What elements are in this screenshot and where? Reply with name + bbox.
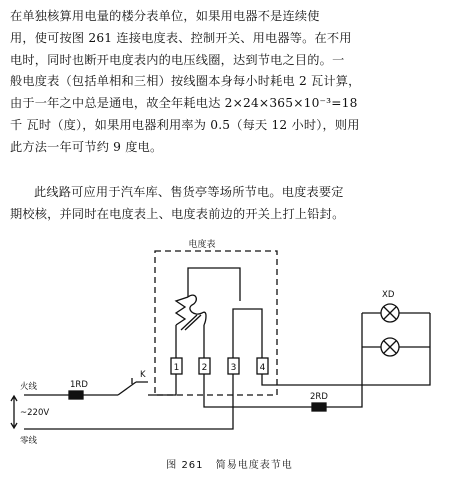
wire-t2-out [204, 374, 312, 407]
figure-caption [0, 456, 459, 471]
voltage-label: ~220V [20, 408, 50, 418]
terminal-4-label: 4 [259, 363, 266, 373]
neutral-label: 零线 [20, 436, 38, 446]
paragraph-1-line: 千 瓦时（度），如果用电器利用率为 0.5（每天 12 小时），则用 [10, 117, 360, 132]
fuse-2rd-label: 2RD [310, 392, 328, 402]
caption-number: 图 261 [166, 460, 204, 471]
fuse-1rd [69, 391, 83, 399]
live-label: 火线 [20, 382, 38, 392]
terminal-3-label: 3 [230, 363, 237, 373]
paragraph-1-line: 在单独核算用电量的楼分表单位，如果用电器不是连续使 [10, 9, 320, 23]
caption-title: 简易电度表节电 [215, 460, 293, 471]
wire-to-lamps-left [326, 313, 362, 407]
coil-hatch [181, 315, 201, 330]
meter-label: 电度表 [188, 240, 216, 250]
paragraph-1-line: 用，使可按图 261 连接电度表、控制开关、用电器等。在不用 [10, 30, 352, 45]
voltage-arrow [11, 396, 17, 428]
paragraph-2-line: 期校核，并同时在电度表上、电度表前边的开关上打上铅封。 [10, 206, 345, 221]
paragraph-2 [10, 182, 450, 226]
paragraph-1-line: 由于一年之中总是通电，故全年耗电达 2×24×365×10⁻³=18 [10, 96, 358, 111]
neutral-wire [24, 374, 233, 429]
wire-t3-t4 [233, 309, 262, 358]
terminal-2-label: 2 [201, 363, 208, 373]
lamp-bottom-cross [384, 341, 396, 353]
paragraph-1-line: 般电度表（包括单相和三相）按线圈本身每小时耗电 2 瓦计算， [10, 74, 361, 89]
fuse-1rd-label: 1RD [70, 380, 88, 390]
wire-to-t1 [148, 374, 176, 395]
lamp-top-cross [384, 307, 396, 319]
terminal-1-label: 1 [173, 363, 180, 373]
circuit-figure [0, 235, 459, 481]
paragraph-1-line: 此方法一年可节约 9 度电。 [10, 139, 163, 154]
paragraph-2-line: 此线路可应用于汽车库、售货亭等场所节电。电度表要定 [34, 185, 344, 199]
circuit-diagram [0, 235, 459, 481]
paragraph-1-line: 电时，同时也断开电度表内的电压线圈，达到节电之目的。一 [10, 52, 345, 67]
switch-k-label: K [140, 370, 146, 380]
current-coil [176, 297, 188, 325]
fuse-2rd [312, 403, 326, 411]
wire-t4-to-lamps-right [259, 313, 430, 385]
lamp-label: XD [382, 290, 395, 300]
switch-k-blade [118, 382, 136, 395]
paragraph-1 [10, 6, 450, 159]
